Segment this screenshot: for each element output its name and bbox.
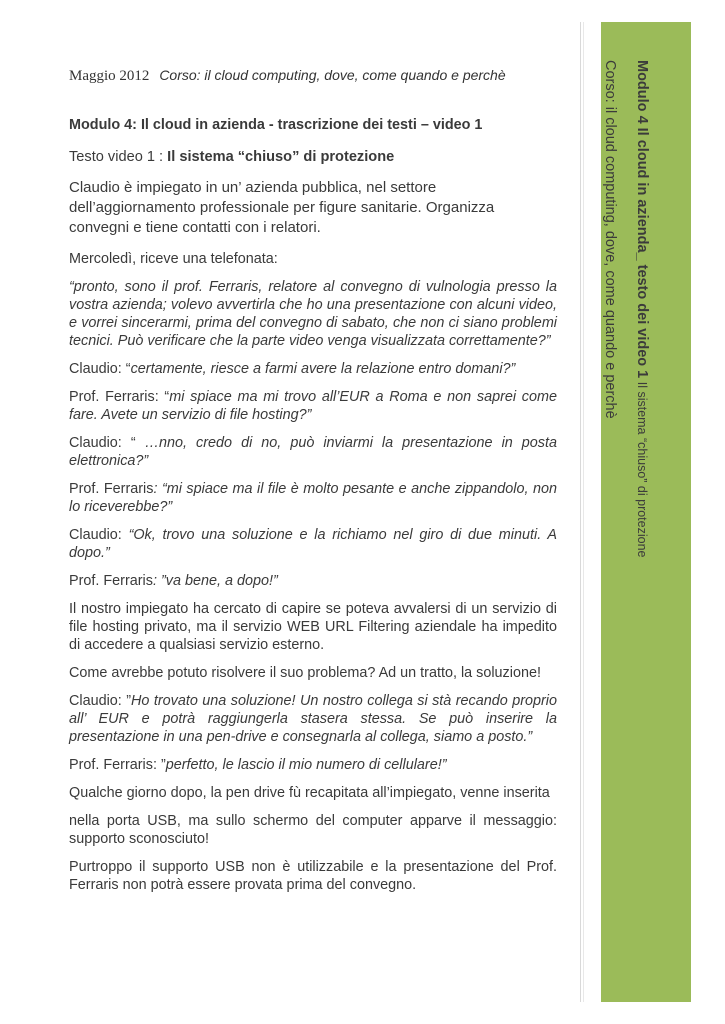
dialogue-text: perfetto, le lascio il mio numero di cellulare!” (165, 757, 447, 773)
speaker: Prof. Ferraris (69, 573, 153, 589)
dialogue-text: “Ok, trovo una soluzione e la richiamo nel giro di due minuti. A dopo.” (69, 527, 558, 561)
subtitle-prefix: Testo video 1 : (69, 149, 168, 165)
dialogue-paragraph (69, 526, 557, 562)
side-banner-text (600, 60, 652, 558)
speaker: Prof. Ferraris (69, 481, 154, 497)
paragraph: Qualche giorno dopo, la pen drive fù recapitata all’impiegato, venne inserita (69, 785, 550, 801)
dialogue-paragraph (69, 434, 557, 470)
speaker: Claudio: “ (69, 361, 131, 377)
speaker: Prof. Ferraris: “ (69, 389, 170, 405)
document-title: Modulo 4: Il cloud in azienda - trascrizione dei testi – video 1 (69, 117, 483, 133)
paragraph: Il nostro impiegato ha cercato di capire se poteva avvalersi di un servizio di file hosting privato, ma il servizio WEB URL Filtering aziendale ha impedito di accedere a qualsiasi servizio esterno. (69, 601, 557, 653)
dialogue-text: : “mi spiace ma il file è molto pesante e anche zippandolo, non lo riceverebbe?” (69, 481, 557, 515)
header-date: Maggio 2012 (69, 68, 150, 84)
dialogue-paragraph (69, 572, 557, 590)
speaker: Claudio: (69, 527, 129, 543)
side-title-bold: Modulo 4 Il cloud in azienda_ testo dei video 1 (634, 60, 650, 379)
dialogue-paragraph (69, 360, 557, 378)
document-subtitle (69, 148, 557, 166)
page-header (69, 67, 549, 85)
dialogue-paragraph (69, 480, 557, 516)
speaker: Claudio: “ (69, 435, 145, 451)
divider (583, 22, 584, 1002)
dialogue-text: : ”va bene, a dopo!” (152, 573, 278, 589)
dialogue-paragraph (69, 756, 557, 774)
paragraph: Purtroppo il supporto USB non è utilizzabile e la presentazione del Prof. Ferraris non potrà essere provata prima del convegno. (69, 859, 557, 893)
paragraph: Come avrebbe potuto risolvere il suo problema? Ad un tratto, la soluzione! (69, 665, 541, 681)
document-body (69, 116, 557, 904)
dialogue-text: mi spiace ma mi trovo all’EUR a Roma e non saprei come fare. Avete un servizio di file hosting?” (69, 389, 557, 423)
header-course: Corso: il cloud computing, dove, come quando e perchè (159, 67, 506, 83)
paragraph: nella porta USB, ma sullo schermo del computer apparve il messaggio: supporto sconosciuto! (69, 813, 557, 847)
subtitle-bold: Il sistema “chiuso” di protezione (167, 149, 395, 165)
intro-paragraph: Claudio è impiegato in un’ azienda pubblica, nel settore dell’aggiornamento professionale per figure sanitarie. Organizza convegni e tiene contatti con i relatori. (69, 179, 495, 236)
side-banner-title (632, 60, 652, 558)
side-title-rest: Il sistema “chiuso” di protezione (635, 378, 649, 558)
dialogue-text: certamente, riesce a farmi avere la relazione entro domani?” (130, 361, 516, 377)
side-banner-course: Corso: il cloud computing, dove, come quando e perchè (602, 60, 618, 419)
dialogue-paragraph (69, 388, 557, 424)
dialogue-text: …nno, credo di no, può inviarmi la presentazione in posta elettronica?” (69, 435, 557, 469)
dialogue-paragraph: “pronto, sono il prof. Ferraris, relatore al convegno di vulnologia presso la vostra azienda; volevo avvertirla che ho una presentazione con alcuni video, e vorrei sincerarmi, prima del convegno di sabato, che non ci siano problemi tecnici. Può verificare che la parte video venga visualizzata correttamente?” (69, 279, 557, 349)
divider (580, 22, 581, 1002)
speaker: Prof. Ferraris: ” (69, 757, 166, 773)
dialogue-text: Ho trovato una soluzione! Un nostro collega si stà recando proprio all’ EUR e potrà raggiungerla stasera stessa. Se può inserire la presentazione in una pen-drive e consegnarla al collega, siamo a posto.” (69, 693, 557, 745)
speaker: Claudio: ” (69, 693, 132, 709)
dialogue-paragraph (69, 692, 557, 746)
paragraph: Mercoledì, riceve una telefonata: (69, 251, 278, 267)
